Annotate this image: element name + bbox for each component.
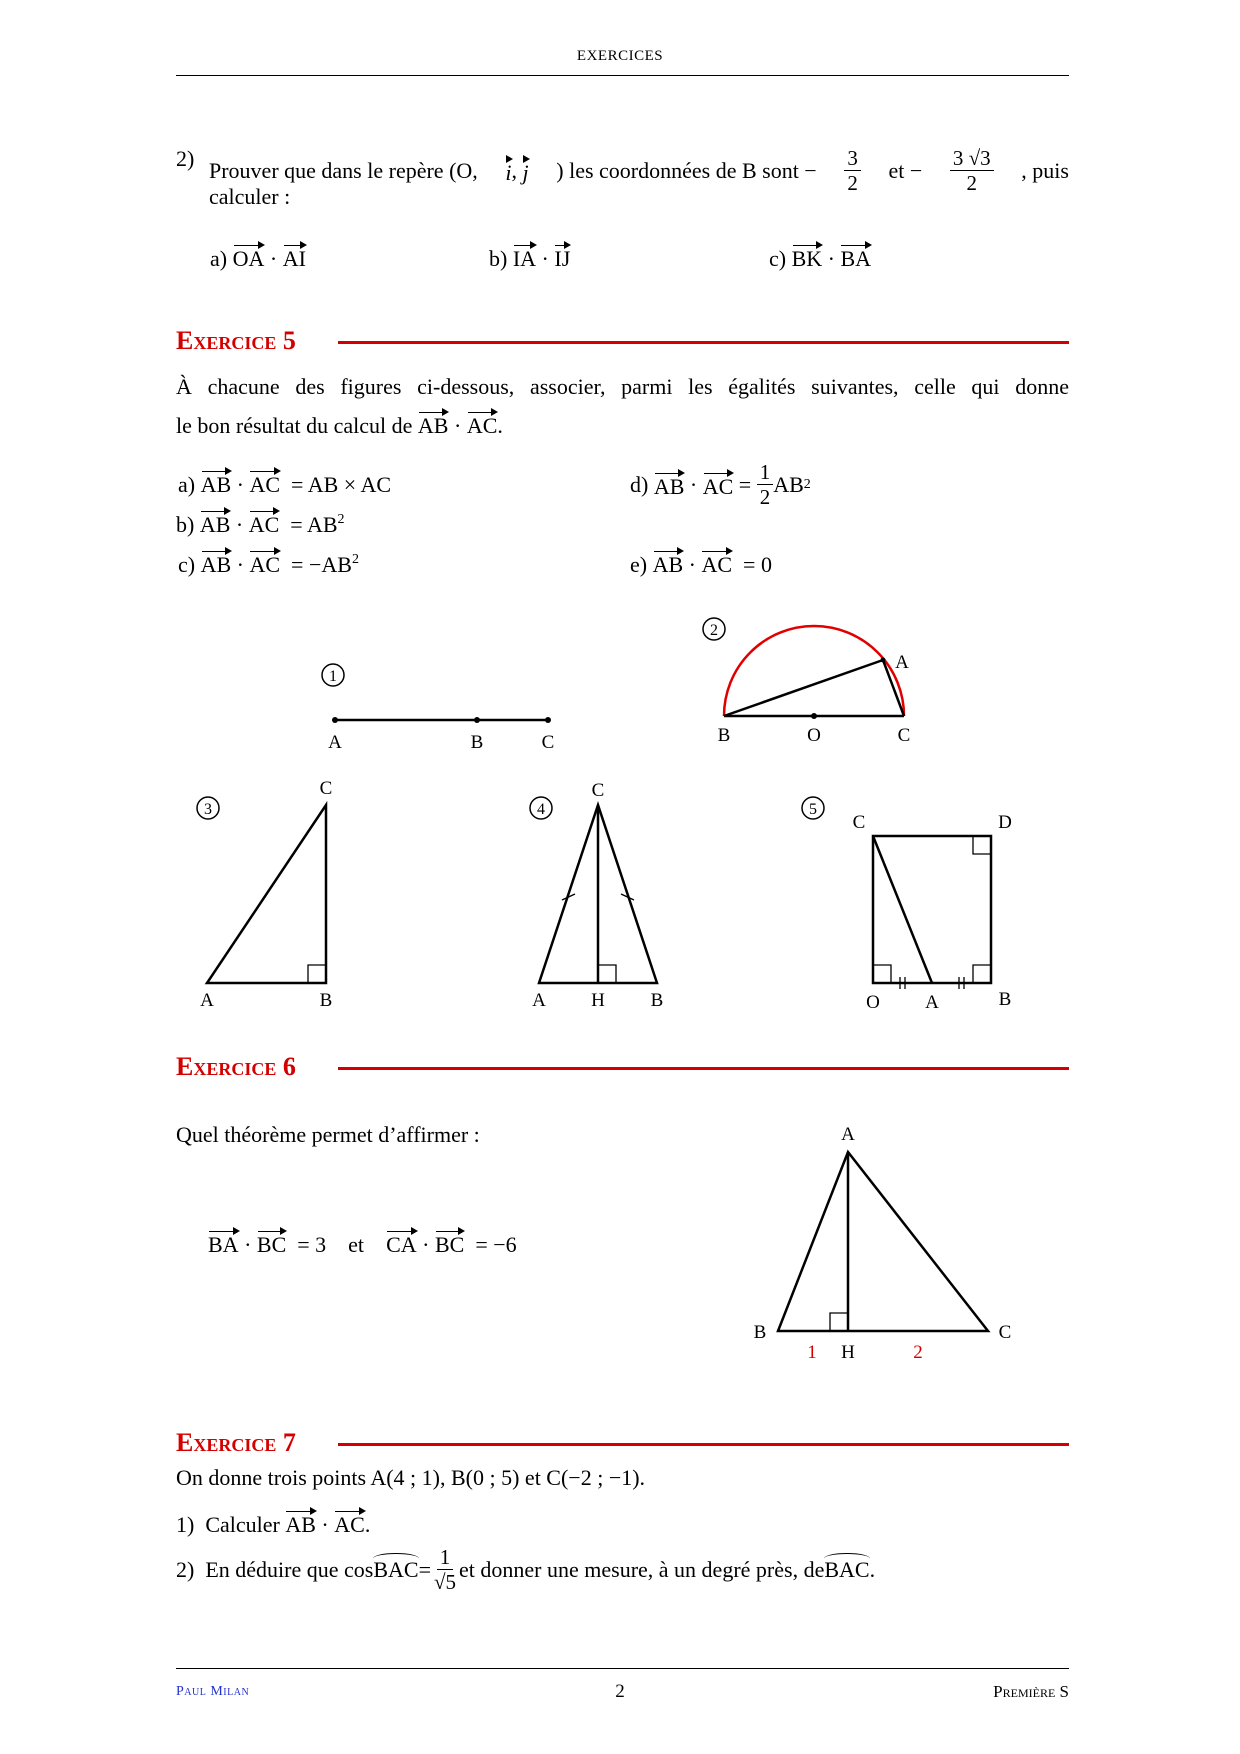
equality-c: c) AB · AC = $-AB^2$ (178, 547, 359, 578)
ex6-length-1: 1 (807, 1342, 817, 1360)
ex6-figure (740, 1110, 1030, 1360)
equality-a: a) AB · AC = AB × AC (178, 467, 391, 498)
ex4-q2-line2: calculer : (209, 184, 291, 209)
ex4-q2-et: et − (888, 157, 923, 183)
figure-4 (532, 780, 663, 1011)
figure-2 (718, 626, 911, 746)
exercise-7-title: Exercice 7 (176, 1428, 296, 1457)
svg-text:A: A (328, 732, 342, 753)
ex4-q2-text-a: Prouver que dans le repère (O, (209, 157, 478, 183)
svg-text:A: A (895, 652, 909, 673)
footer-rule (176, 1668, 1069, 1669)
ex6-label-h: H (841, 1342, 855, 1360)
figure-3-number: 3 (204, 801, 212, 818)
ex4-item-b: b) IA · IJ (489, 241, 570, 272)
ex4-q2-number: 2) (176, 146, 195, 171)
ex5-intro-line2: le bon résultat du calcul de AB · AC. (176, 408, 503, 439)
figure-5-number: 5 (809, 801, 817, 818)
figure-5 (853, 812, 1012, 1013)
svg-text:A: A (532, 990, 546, 1011)
figure-4-number: 4 (537, 801, 545, 818)
equality-d: d) AB · AC = $\frac{1}{2}$ AB 2 (630, 460, 811, 509)
vector-j: j (523, 155, 529, 186)
equality-b: b) AB · AC = $AB^2$ (176, 507, 345, 538)
figure-3 (200, 778, 332, 1011)
ex6-equation: BA · BC = 3 et CA · BC = −6 (208, 1227, 517, 1258)
svg-text:C: C (541, 732, 555, 753)
ex6-length-2: 2 (913, 1342, 923, 1360)
svg-text:O: O (866, 992, 880, 1013)
svg-text:B: B (998, 989, 1012, 1010)
page-header: EXERCICES (576, 48, 664, 64)
exercise-5-title: Exercice 5 (176, 326, 296, 355)
ex5-intro-line1: À chacune des figures ci-dessous, associer, parmi les égalités suivantes, celle qui donne (176, 374, 1069, 399)
vector-i: i (505, 155, 511, 186)
ex4-q2-line1: Prouver que dans le repère (O, i , j ) les coordonnées de B sont − $\frac{3}{2}$ et − $\frac{3 √3}{2}$ , puis (209, 146, 1069, 195)
svg-text:C: C (852, 812, 866, 833)
svg-text:B: B (717, 725, 731, 746)
footer-class: Première S (993, 1682, 1069, 1701)
exercise-6-rule (338, 1067, 1069, 1070)
footer-author: Paul Milan (176, 1684, 250, 1699)
ex6-question: Quel théorème permet d’affirmer : (176, 1122, 480, 1147)
equality-e: e) AB · AC = 0 (630, 547, 772, 578)
svg-text:O: O (807, 725, 821, 746)
svg-text:D: D (998, 812, 1012, 833)
exercise-6-title: Exercice 6 (176, 1052, 296, 1081)
ex7-q2: 2) En déduire que cos BAC = $\frac{1}{√5}$ et donner une mesure, à un degré près, de BAC . (176, 1545, 876, 1594)
footer-page-number: 2 (615, 1681, 625, 1702)
fraction-3-over-2: $\frac{3}{2}$ (844, 146, 861, 195)
ex6-label-b: B (753, 1322, 767, 1343)
ex7-intro: On donne trois points A(4 ; 1), B(0 ; 5) et C(−2 ; −1). (176, 1465, 646, 1490)
ex7-q1: 1) Calculer AB · AC. (176, 1507, 370, 1538)
fraction-3root3-over-2: $\frac{3 √3}{2}$ (950, 146, 994, 195)
ex4-item-a: a) OA · AI (210, 241, 306, 272)
ex4-q2-text-b: ) les coordonnées de B sont − (556, 157, 817, 183)
svg-text:H: H (591, 990, 605, 1011)
ex6-label-a: A (841, 1124, 855, 1145)
svg-text:B: B (319, 990, 333, 1011)
figure-1 (328, 717, 554, 753)
ex4-item-c: c) BK · BA (769, 241, 871, 272)
figure-2-number: 2 (710, 622, 718, 639)
ex4-q2-puis: , puis (1021, 157, 1069, 183)
svg-text:C: C (897, 725, 911, 746)
svg-text:B: B (470, 732, 484, 753)
svg-text:B: B (650, 990, 664, 1011)
figure-1-number: 1 (329, 668, 337, 685)
svg-text:C: C (319, 778, 333, 799)
exercise-7-rule (338, 1443, 1069, 1446)
svg-text:C: C (591, 780, 605, 801)
svg-text:A: A (925, 992, 939, 1013)
svg-text:A: A (200, 990, 214, 1011)
ex6-label-c: C (998, 1322, 1012, 1343)
